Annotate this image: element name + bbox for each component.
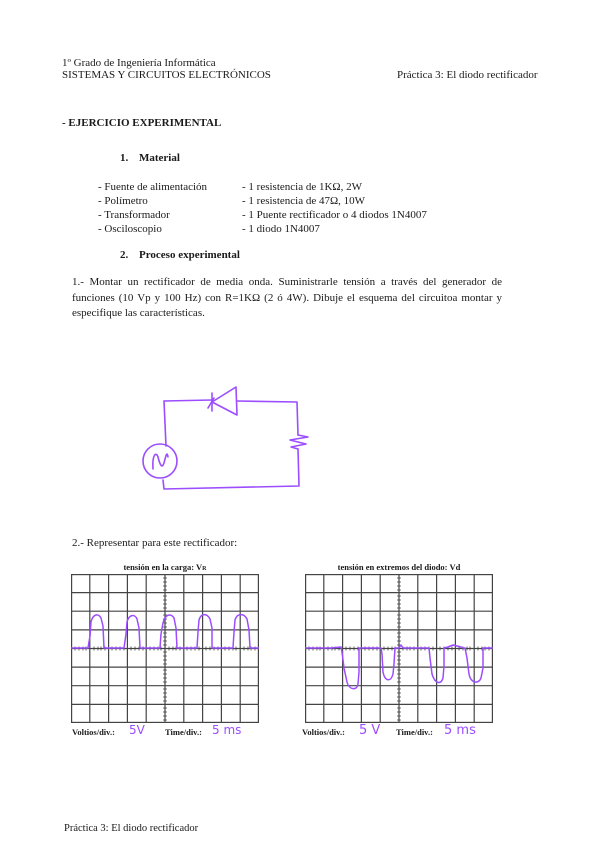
wire-icon (164, 400, 212, 401)
scope2-time-value: 5 ms (444, 723, 476, 738)
material-item: - 1 resistencia de 47Ω, 10W (242, 195, 366, 207)
material-heading-number: 1. (120, 152, 129, 164)
scope2-time-label: Time/div.: (396, 727, 433, 737)
subject-title: SISTEMAS Y CIRCUITOS ELECTRÓNICOS (62, 69, 271, 81)
material-item: - 1 Puente rectificador o 4 diodos 1N4007 (242, 209, 427, 221)
footer-text: Práctica 3: El diodo rectificador (64, 823, 199, 834)
section-title: - EJERCICIO EXPERIMENTAL (62, 117, 222, 129)
scope1-time-label: Time/div.: (165, 727, 202, 737)
scope1-screen (71, 574, 259, 723)
material-list-left (98, 180, 207, 236)
scope2-title: tensión en extremos del diodo: Vd (337, 562, 461, 572)
scope1-title: tensión en la carga: VR (123, 562, 207, 572)
scope1-volts-label: Voltios/div.: (72, 727, 115, 737)
practice-title: Práctica 3: El diodo rectificador (397, 69, 538, 81)
circuit-sketch (130, 365, 330, 500)
scope2-volts-value: 5 V (359, 723, 381, 738)
ac-source-icon (143, 444, 177, 478)
material-item: - 1 diodo 1N4007 (242, 223, 320, 235)
step1-text: 1.- Montar un rectificador de media onda. Suministrarle tensión a través del generador de funciones (10 Vp y 100 Hz) con R=1KΩ (2 ó 4W). Dibuje el esquema del circuitoa montar y especifique las características. (72, 276, 502, 319)
material-item: - Polímetro (98, 195, 148, 207)
scope2-volts-label: Voltios/div.: (302, 727, 345, 737)
resistor-icon (290, 435, 308, 449)
process-heading: Proceso experimental (139, 249, 240, 261)
step2-text: 2.- Representar para este rectificador: (72, 537, 238, 549)
material-item: - Transformador (98, 209, 170, 221)
material-heading: Material (139, 152, 180, 164)
material-item: - Fuente de alimentación (98, 181, 208, 193)
material-list-right (242, 180, 427, 236)
material-item: - 1 resistencia de 1KΩ, 2W (242, 181, 362, 193)
scope1-time-value: 5 ms (212, 723, 242, 737)
scope1-volts-value: 5V (129, 723, 145, 737)
process-heading-number: 2. (120, 249, 129, 261)
scope2-screen (305, 574, 493, 723)
course-name: 1º Grado de Ingeniería Informática (62, 57, 216, 69)
diode-icon (208, 387, 237, 415)
material-item: - Osciloscopio (98, 223, 162, 235)
